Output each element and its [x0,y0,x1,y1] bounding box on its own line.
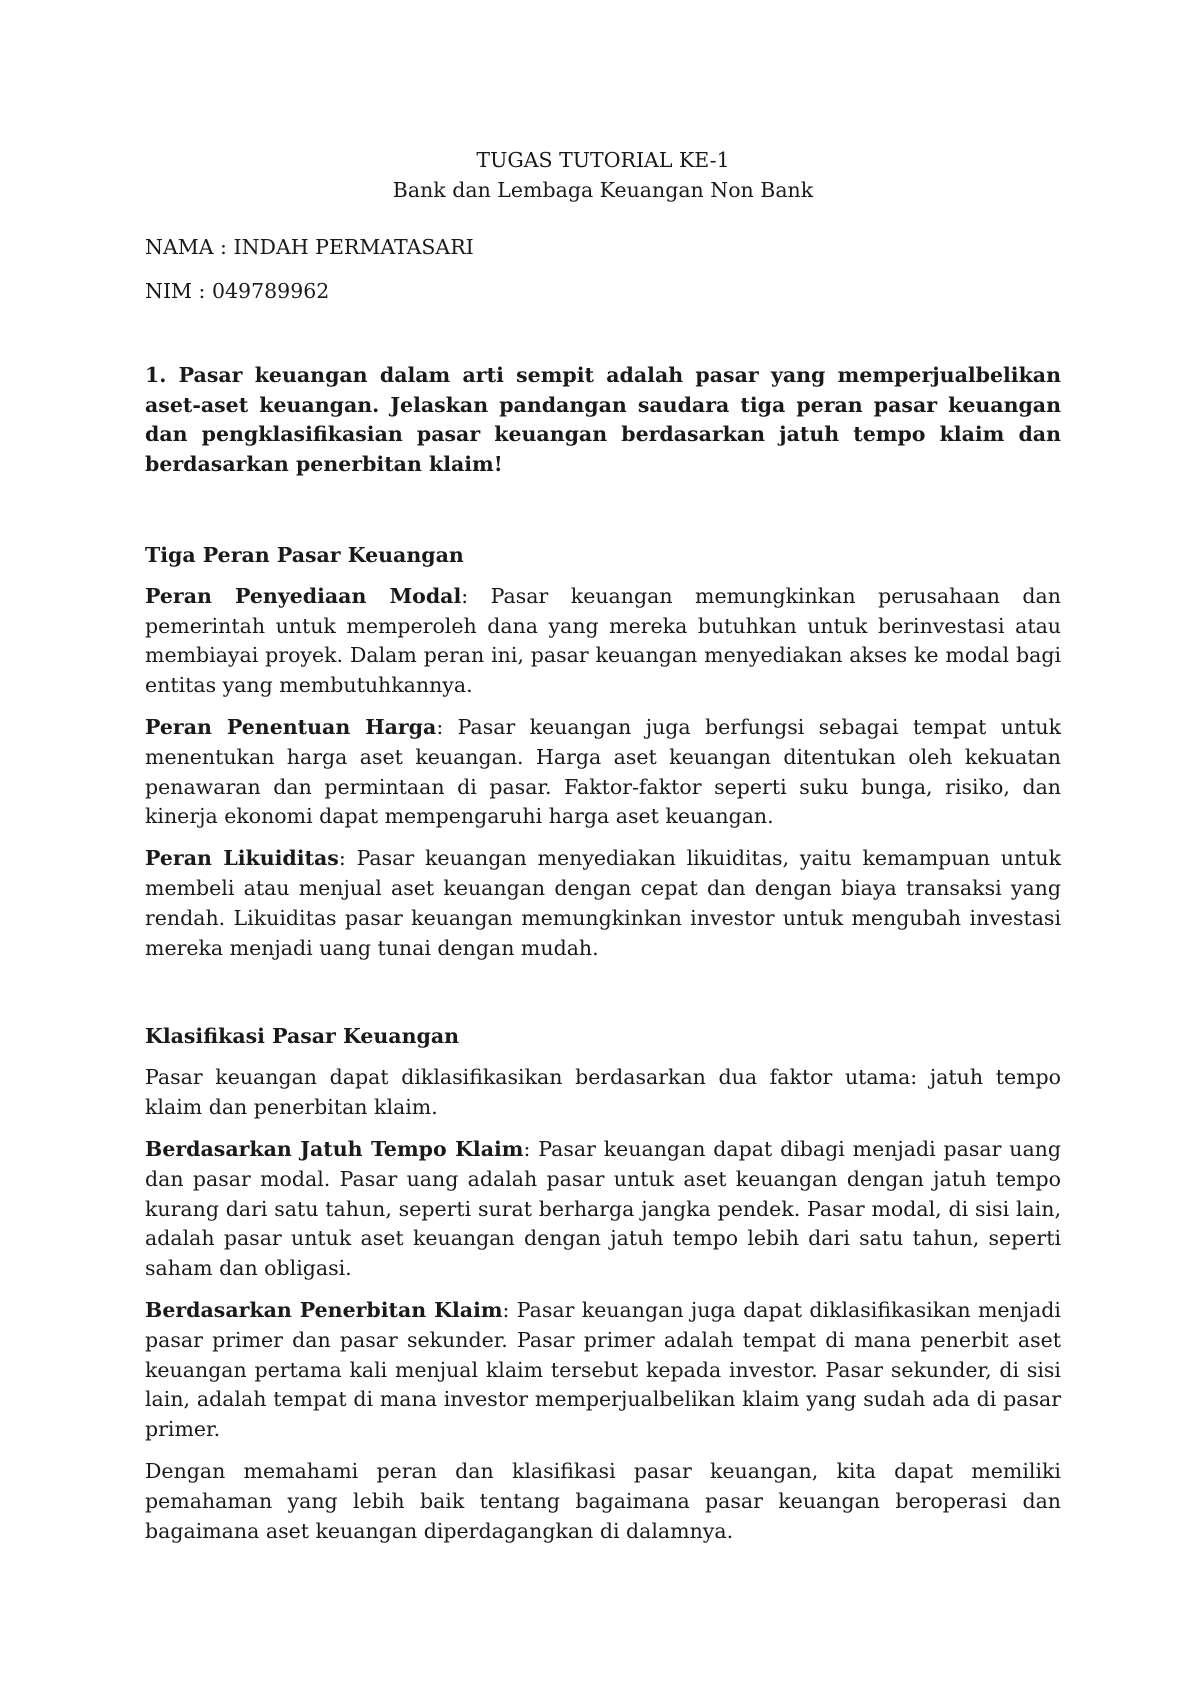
classification-term: Berdasarkan Jatuh Tempo Klaim [145,1136,524,1161]
title-block [145,145,1061,205]
conclusion-paragraph: Dengan memahami peran dan klasifikasi pasar keuangan, kita dapat memiliki pemahaman yang lebih baik tentang bagaimana pasar keuangan beroperasi dan bagaimana aset keuangan diperdagangkan di dalamnya. [145,1458,1061,1543]
roles-heading: Tiga Peran Pasar Keuangan [145,542,464,567]
role-paragraph [145,582,1061,701]
role-text: : Pasar keuangan menyediakan likuiditas, yaitu kemampuan untuk membeli atau menjual aset keuangan dengan cepat dan dengan biaya transaksi yang rendah. Likuiditas pasar keuangan memungkinkan investor untuk mengubah investasi mereka menjadi uang tunai dengan mudah. [145,846,1061,960]
document-subtitle: Bank dan Lembaga Keuangan Non Bank [392,178,814,202]
role-term: Peran Penentuan Harga [145,715,437,739]
role-text: : Pasar keuangan juga berfungsi sebagai tempat untuk menentukan harga aset keuangan. Harga aset keuangan ditentukan oleh kekuatan penawaran dan permintaan di pasar. Faktor-faktor seperti suku bunga, risiko, dan kinerja ekonomi dapat mempengaruhi harga aset keuangan. [145,715,1061,829]
student-nim: NIM : 049789962 [145,279,330,303]
classification-term: Berdasarkan Penerbitan Klaim [145,1297,503,1322]
classification-paragraph [145,1135,1061,1284]
question-text: 1. Pasar keuangan dalam arti sempit adalah pasar yang memperjualbelikan aset-aset keuangan. Jelaskan pandangan saudara tiga peran pasar keuangan dan pengklasifikasian pasar keuangan berdasarkan jatuh tempo klaim dan berdasarkan penerbitan klaim! [145,363,1061,477]
classification-heading: Klasifikasi Pasar Keuangan [145,1024,460,1049]
student-name: NAMA : INDAH PERMATASARI [145,235,474,259]
document-page [145,145,1061,1546]
classification-paragraph [145,1296,1061,1445]
role-paragraph [145,844,1061,963]
role-text: : Pasar keuangan memungkinkan perusahaan dan pemerintah untuk memperoleh dana yang mereka butuhkan untuk berinvestasi atau membiayai proyek. Dalam peran ini, pasar keuangan menyediakan akses ke modal bagi entitas yang membutuhkannya. [145,583,1061,698]
classification-text: : Pasar keuangan dapat dibagi menjadi pasar uang dan pasar modal. Pasar uang adalah pasar untuk aset keuangan dengan jatuh tempo kurang dari satu tahun, seperti surat berharga jangka pendek. Pasar modal, di sisi lain, adalah pasar untuk aset keuangan dengan jatuh tempo lebih dari satu tahun, seperti saham dan obligasi. [145,1136,1061,1281]
document-title: TUGAS TUTORIAL KE-1 [476,148,730,172]
role-term: Peran Penyediaan Modal [145,583,462,608]
classification-text: : Pasar keuangan juga dapat diklasifikasikan menjadi pasar primer dan pasar sekunder. Pasar primer adalah tempat di mana penerbit aset keuangan pertama kali menjual klaim tersebut kepada investor. Pasar sekunder, di sisi lain, adalah tempat di mana investor memperjualbelikan klaim yang sudah ada di pasar primer. [145,1297,1061,1442]
role-paragraph [145,713,1061,832]
classification-intro: Pasar keuangan dapat diklasifikasikan berdasarkan dua faktor utama: jatuh tempo klaim dan penerbitan klaim. [145,1065,1061,1120]
role-term: Peran Likuiditas [145,846,339,871]
